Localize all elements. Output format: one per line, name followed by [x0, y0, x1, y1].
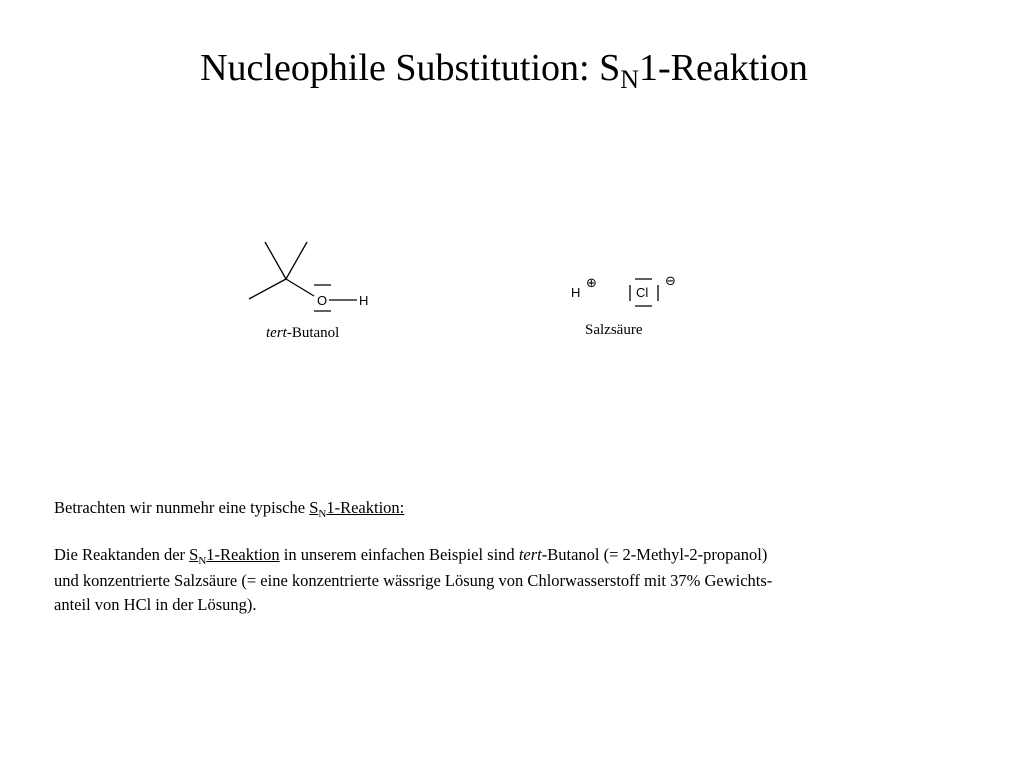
caption-salzsaeure: Salzsäure: [585, 322, 643, 338]
title-tail: 1-Reaktion: [639, 47, 808, 89]
sn1-link[interactable]: $S_N1$-Reaktion:: [309, 498, 405, 520]
reactants-text-3: -Butanol (= 2-Methyl-2-propanol): [541, 545, 768, 564]
atom-cl: Cl: [636, 285, 649, 300]
caption-tert-butanol: [266, 325, 339, 342]
atom-h-hcl: H: [571, 285, 581, 300]
title-subscript: N: [620, 65, 640, 94]
caption-italic: tert: [266, 325, 287, 341]
atom-h-butanol: H: [359, 293, 369, 308]
bond-methyl-1: [265, 242, 286, 279]
title-main: Nucleophile Substitution: S: [200, 47, 621, 89]
bond-methyl-2: [286, 242, 307, 279]
caption-rest: -Butanol: [286, 325, 340, 341]
reactants-text-2: in unserem einfachen Beispiel sind: [279, 545, 519, 564]
intro-paragraph: [54, 496, 404, 522]
reactants-line-3: anteil von HCl in der Lösung).: [54, 595, 257, 614]
reactants-paragraph: [54, 543, 954, 617]
reactants-text-1: Die Reaktanden der: [54, 545, 190, 564]
minus-charge-icon: ⊖: [665, 273, 676, 288]
atom-o: O: [317, 293, 328, 308]
sn1-reaction-link[interactable]: $S_N1$-Reaktion: [189, 545, 280, 567]
tert-butanol-structure: [249, 242, 357, 311]
reactants-line-2: und konzentrierte Salzsäure (= eine konzentrierte wässrige Lösung von Chlorwasserstoff mit 37% Gewichts-: [54, 571, 773, 590]
bond-c-o: [286, 279, 314, 296]
bond-methyl-3: [249, 279, 286, 299]
plus-charge-icon: ⊕: [586, 275, 597, 290]
intro-text: Betrachten wir nunmehr eine typische: [54, 498, 310, 517]
reactants-italic: tert: [518, 545, 542, 564]
